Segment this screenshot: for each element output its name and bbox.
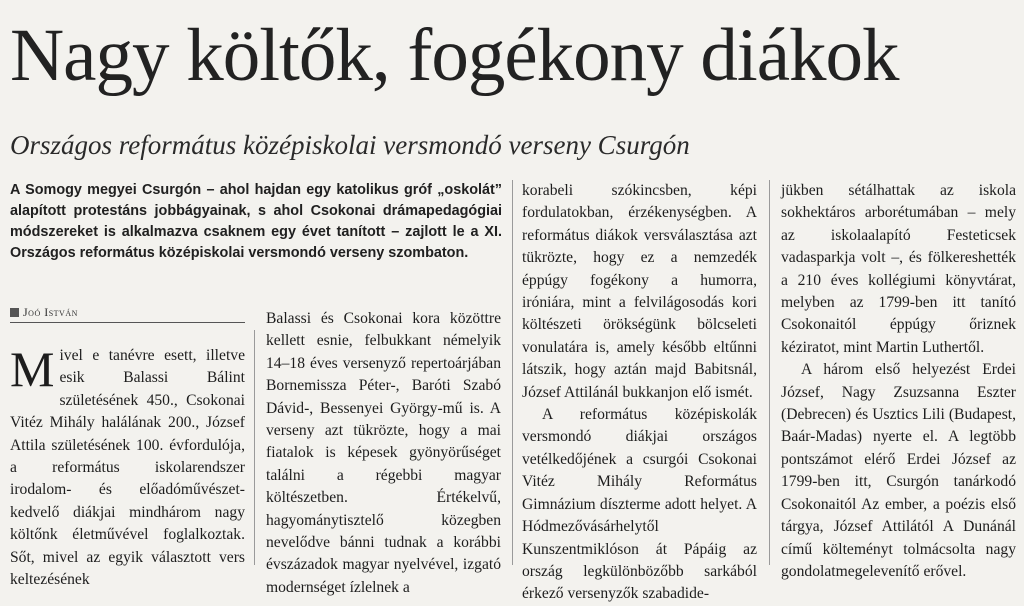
- lead-paragraph: A Somogy megyei Csurgón – ahol hajdan egy katolikus gróf „oskolát” alapított protestáns jobbágyainak, s ahol Csokonai drámapedagógiai módszereket is alkalmazva csaknem egy évet tanított – zajlott le a XI. Országos református középiskolai versmondó verseny szombaton.: [10, 182, 502, 261]
- column-3-paragraph-1: korabeli szókincsben, képi fordulatokban, érzékenységben. A református diákok versválasztása azt tükrözte, hogy ez a nemzedék éppúgy fogékony a humorra, iróniára, mint a felvilágosodás kori költészeti örökségünk bölcseleti vonulatára is, amely később eltűnni látszik, hogy aztán majd Babitsnál, József Attilánál bukkanjon elő ismét.: [522, 182, 757, 401]
- column-divider: [769, 180, 770, 565]
- column-divider: [512, 180, 513, 565]
- column-1-text: ivel e tanévre esett, illetve esik Balassi Bálint születésének 450., Csokonai Vitéz Mihály halálának 200., József Attila születésének 100. évfordulója, a református iskolarendszer irodalom- és előadóművészet-kedvelő diákjai mindhárom nagy költőnk életművével foglalkoztak. Sőt, mivel az egyik választott vers keltezésének: [10, 347, 245, 589]
- column-2: [266, 308, 501, 599]
- subheadline: Országos református középiskolai versmondó verseny Csurgón: [10, 130, 690, 160]
- headline: Nagy költők, fogékony diákok: [10, 14, 899, 97]
- column-divider: [254, 330, 255, 565]
- column-3-paragraph-2: A református középiskolák versmondó diákjai országos vetélkedőjének a csurgói Csokonai Vitéz Mihály Református Gimnázium díszterme adott helyet. A Hódmezővásárhelytől Kunszentmiklóson át Pápáig az ország legkülönbözőbb sarkából érkező versenyzők szabadide-: [522, 406, 757, 603]
- column-4-paragraph-1: jükben sétálhattak az iskola sokhektáros arborétumában – mely az iskolaalapító Festeticsek vadasparkja volt –, és fölkereshették a 210 éves kollégiumi könyvtárat, melyben az 1799-ben itt tanító Csokonaitól éppúgy őriznek kéziratot, mint Martin Luthertől.: [781, 182, 1016, 356]
- column-1: [10, 341, 245, 591]
- column-4-paragraph-2: A három első helyezést Erdei József, Nagy Zsuzsanna Eszter (Debrecen) és Usztics Lili (Budapest, Baár-Madas) nyerte el. A legtöbb pontszámot elérő Erdei József az 1799-ben itt, Csurgón tanárkodó Csokonaitól Az ember, a poézis első tárgya, József Attilától A Dunánál című költeményt tolmácsolta nagy gondolatmegelevenítő erővel.: [781, 361, 1016, 580]
- column-3: [522, 180, 757, 606]
- byline: [10, 305, 245, 323]
- byline-author: Joó István: [23, 305, 78, 319]
- byline-square-icon: [10, 308, 19, 317]
- dropcap: M: [10, 341, 55, 397]
- column-4: [781, 180, 1016, 583]
- column-2-text: Balassi és Csokonai kora közöttre kellett esnie, felbukkant némelyik 14–18 éves versenyző repertoárjában Bornemissza Péter-, Baróti Szabó Dávid-, Bessenyei György-mű is. A verseny azt tükrözte, hogy a mai fiatalok is képesek gyönyörűséget találni a régebbi magyar költészetben. Értékelvű, hagyománytisztelő közegben nevelődve bánni tudnak a korábbi évszázadok magyar nyelvével, izgató modernséget ízlelnek a: [266, 310, 501, 596]
